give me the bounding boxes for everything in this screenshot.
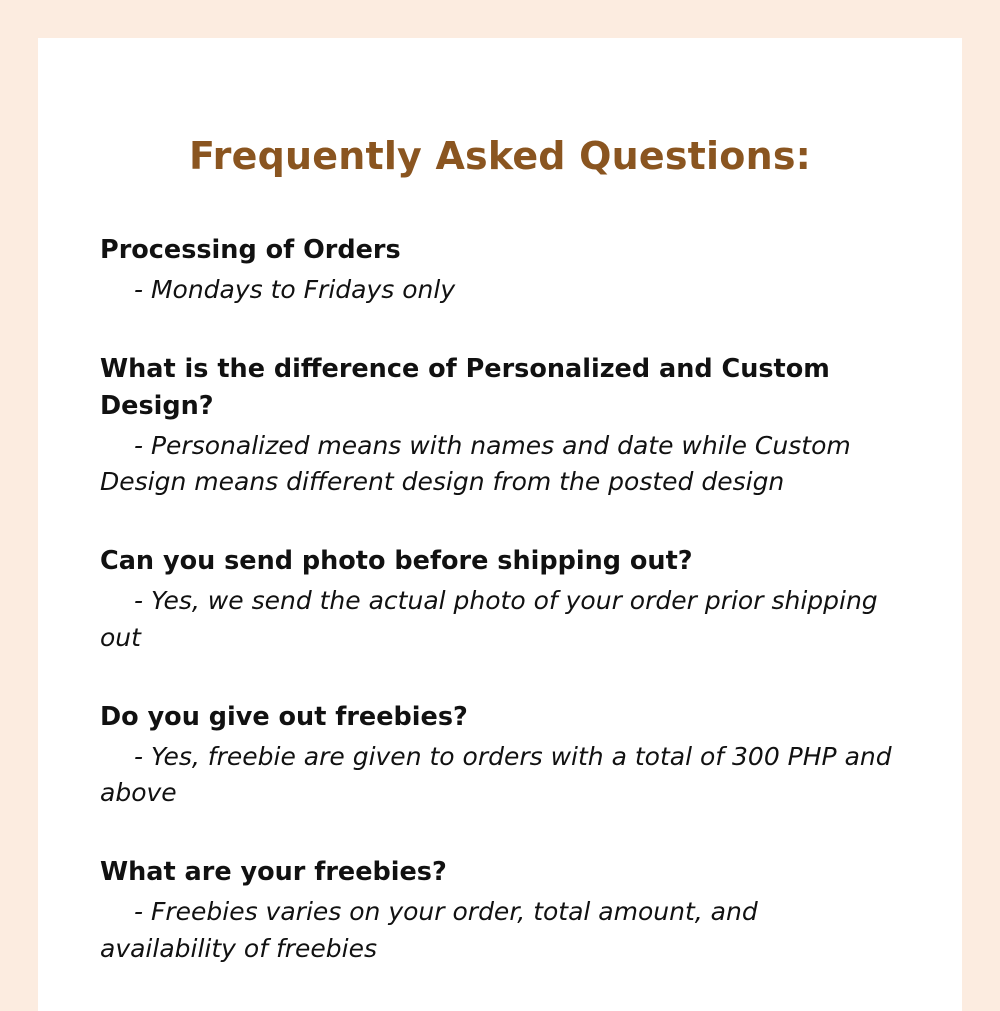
page-title: Frequently Asked Questions: — [188, 134, 812, 178]
faq-question: Can you send photo before shipping out? — [100, 546, 693, 577]
faq-question: Processing of Orders — [100, 235, 401, 265]
faq-question: Do you give out freebies? — [100, 701, 468, 732]
list-item — [100, 351, 900, 501]
list-item — [100, 232, 900, 309]
faq-answer: - Yes, freebie are given to orders with a total of 300 PHP and above — [100, 741, 892, 808]
faq-question: What are your freebies? — [100, 857, 447, 888]
faq-answer: - Yes, we send the actual photo of your order prior shipping out — [100, 586, 878, 652]
faq-page — [38, 38, 962, 1011]
list-item — [100, 543, 900, 656]
list-item — [100, 699, 900, 812]
faq-answer: - Mondays to Fridays only — [134, 274, 456, 304]
faq-answer: - Personalized means with names and date while Custom Design means different design from the posted design — [100, 430, 851, 497]
list-item — [100, 854, 900, 967]
faq-answer: - Freebies varies on your order, total amount, and availability of freebies — [100, 897, 758, 963]
faq-list — [38, 232, 962, 968]
faq-question: What is the difference of Personalized and Custom Design? — [100, 353, 830, 421]
